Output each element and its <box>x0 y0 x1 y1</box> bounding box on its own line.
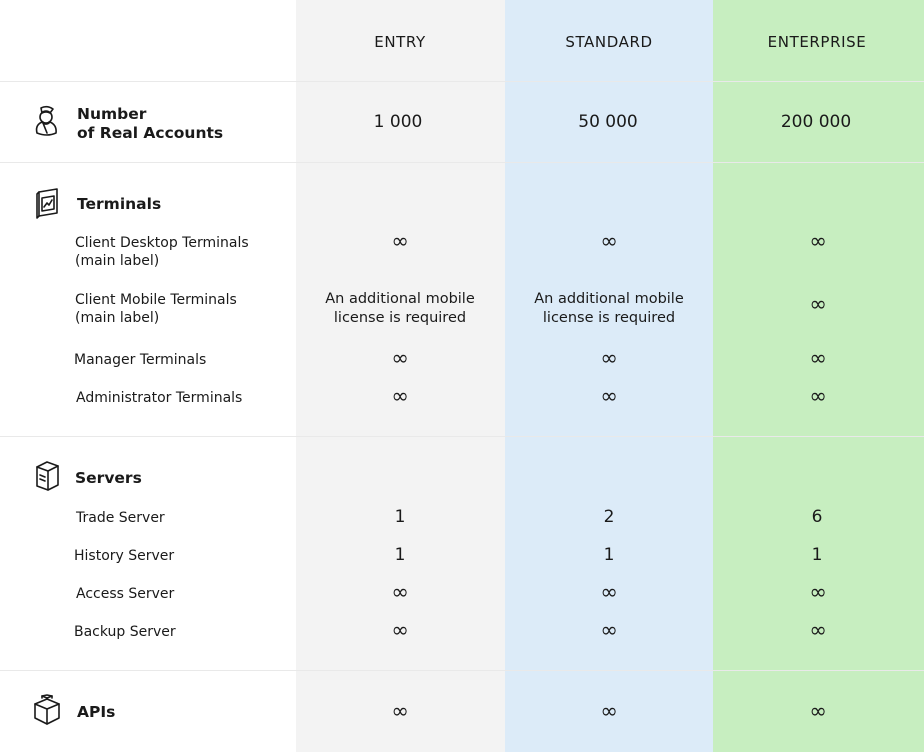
terminals-manager-entry: ∞ <box>391 346 409 370</box>
apis-title: APIs <box>77 703 116 721</box>
terminals-title: Terminals <box>77 195 162 213</box>
servers-history-entry: 1 <box>394 545 406 565</box>
accounts-value-entry: 1 000 <box>373 112 423 132</box>
terminals-row-label: Administrator Terminals <box>76 390 243 406</box>
column-header-enterprise: ENTERPRISE <box>767 33 867 51</box>
user-icon <box>32 104 62 138</box>
servers-history-enterprise: 1 <box>811 545 823 565</box>
servers-history-standard: 1 <box>603 545 615 565</box>
accounts-value-enterprise: 200 000 <box>780 112 852 132</box>
apis-enterprise: ∞ <box>809 699 827 723</box>
terminals-row-label: Client Desktop Terminals (main label) <box>75 235 249 269</box>
terminals-desktop-enterprise: ∞ <box>809 229 827 253</box>
terminals-mobile-enterprise: ∞ <box>809 292 827 316</box>
accounts-value-standard: 50 000 <box>578 112 638 132</box>
terminals-manager-standard: ∞ <box>600 346 618 370</box>
terminal-window-icon <box>34 186 64 220</box>
terminals-manager-enterprise: ∞ <box>809 346 827 370</box>
server-box-icon <box>32 459 62 493</box>
row-divider <box>0 162 924 163</box>
row-divider <box>0 670 924 671</box>
servers-trade-enterprise: 6 <box>811 507 823 527</box>
servers-title: Servers <box>75 469 142 487</box>
servers-access-enterprise: ∞ <box>809 580 827 604</box>
row-divider <box>0 436 924 437</box>
servers-row-label: History Server <box>74 548 175 564</box>
terminals-row-label: Client Mobile Terminals (main label) <box>75 292 237 326</box>
servers-row-label: Backup Server <box>74 624 176 640</box>
servers-trade-standard: 2 <box>603 507 615 527</box>
servers-backup-enterprise: ∞ <box>809 618 827 642</box>
api-cube-icon <box>32 693 62 727</box>
terminals-mobile-standard: An additional mobile license is required <box>534 291 684 326</box>
terminals-desktop-entry: ∞ <box>391 229 409 253</box>
column-header-standard: STANDARD <box>565 33 653 51</box>
apis-standard: ∞ <box>600 699 618 723</box>
terminals-admin-enterprise: ∞ <box>809 384 827 408</box>
servers-backup-entry: ∞ <box>391 618 409 642</box>
terminals-desktop-standard: ∞ <box>600 229 618 253</box>
column-header-entry: ENTRY <box>374 33 426 51</box>
accounts-title: Number of Real Accounts <box>77 105 224 142</box>
terminals-admin-entry: ∞ <box>391 384 409 408</box>
terminals-mobile-entry: An additional mobile license is required <box>325 291 475 326</box>
servers-row-label: Access Server <box>76 586 175 602</box>
row-divider <box>0 81 924 82</box>
servers-row-label: Trade Server <box>76 510 165 526</box>
servers-access-entry: ∞ <box>391 580 409 604</box>
apis-entry: ∞ <box>391 699 409 723</box>
terminals-row-label: Manager Terminals <box>74 352 207 368</box>
servers-trade-entry: 1 <box>394 507 406 527</box>
terminals-admin-standard: ∞ <box>600 384 618 408</box>
servers-access-standard: ∞ <box>600 580 618 604</box>
servers-backup-standard: ∞ <box>600 618 618 642</box>
